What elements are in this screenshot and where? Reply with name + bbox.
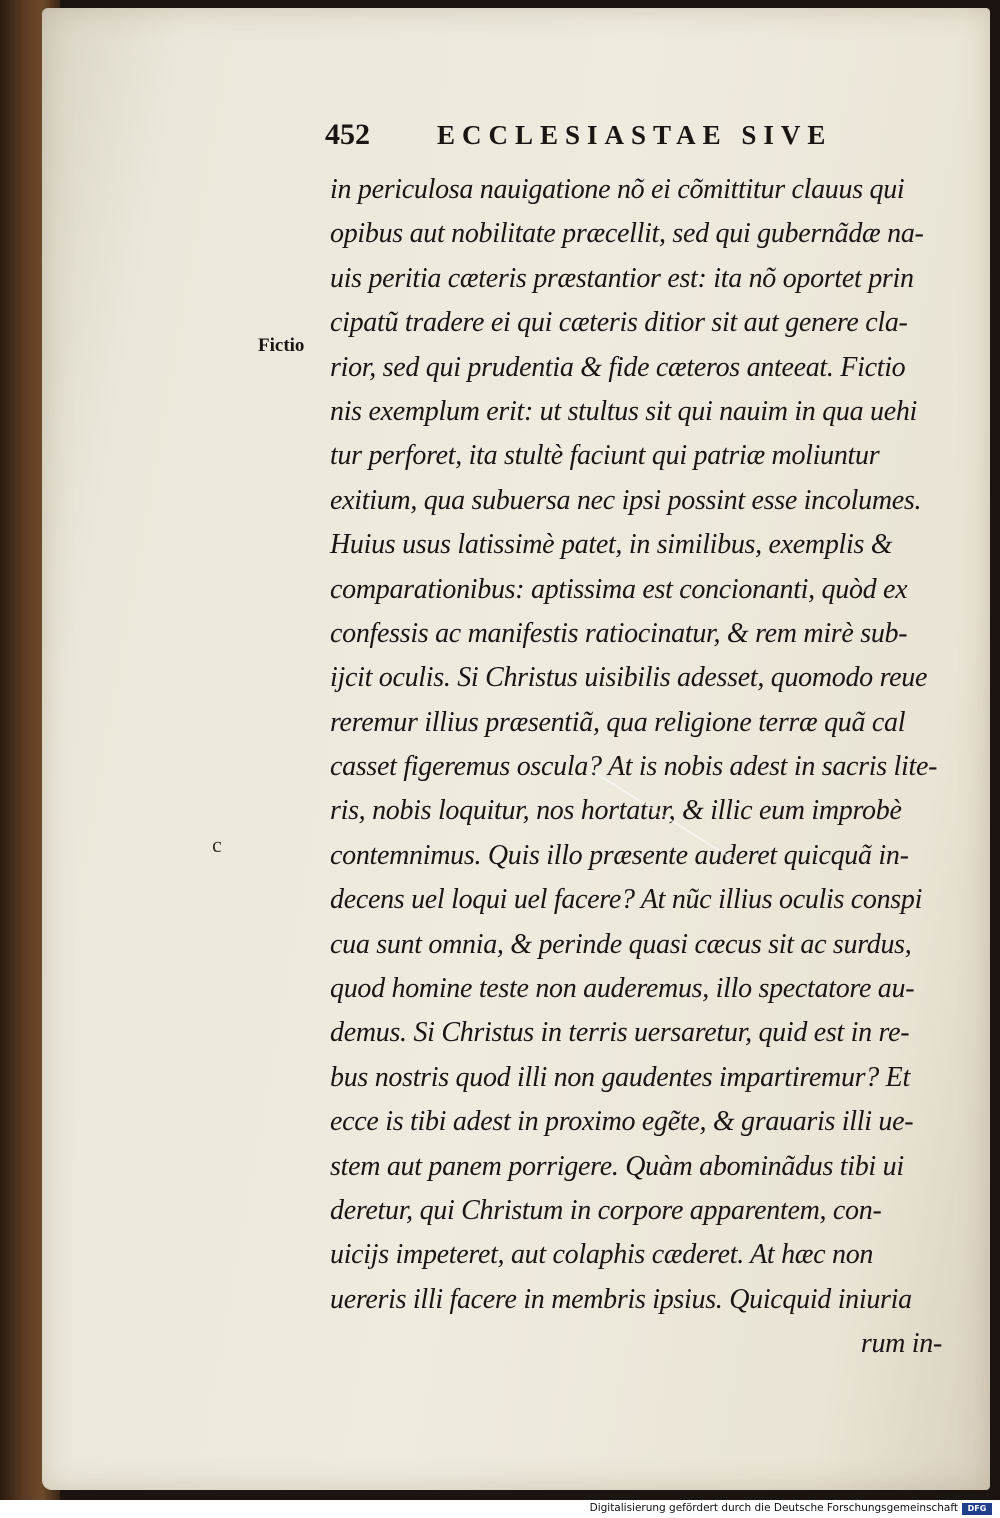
digitization-footer bbox=[0, 1500, 1000, 1518]
text-line: ris, nobis loquitur, nos hortatur, & illic eum improbè bbox=[330, 795, 902, 827]
text-line: uicijs impeteret, aut colaphis cæderet. At hæc non bbox=[330, 1239, 874, 1271]
text-line: stem aut panem porrigere. Quàm abominãdus tibi ui bbox=[330, 1150, 904, 1182]
text-line: demus. Si Christus in terris uersaretur, quid est in re- bbox=[330, 1017, 910, 1049]
catchword-line: rum in- bbox=[860, 1328, 942, 1360]
text-line: opibus aut nobilitate præcellit, sed qui gubernãdæ na- bbox=[330, 218, 924, 250]
running-title: ECCLESIASTAE SIVE bbox=[437, 120, 833, 150]
text-line: contemnimus. Quis illo præsente auderet quicquã in- bbox=[330, 839, 909, 871]
margin-note: Fictio bbox=[258, 335, 305, 356]
text-line: reremur illius præsentiã, qua religione terræ quã cal bbox=[330, 706, 906, 738]
body-text bbox=[330, 168, 970, 1367]
page-header bbox=[325, 118, 965, 160]
text-line: tur perforet, ita stultè faciunt qui patriæ moliuntur bbox=[330, 440, 880, 472]
text-line: deretur, qui Christum in corpore apparentem, con- bbox=[330, 1194, 882, 1226]
text-line: Huius usus latissimè patet, in similibus, exemplis & bbox=[330, 529, 893, 561]
funding-credit: Digitalisierung gefördert durch die Deutsche Forschungsgemeinschaft bbox=[589, 1502, 958, 1514]
text-line: rior, sed qui prudentia & fide cæteros anteeat. Fictio bbox=[330, 351, 906, 383]
text-line: confessis ac manifestis ratiocinatur, & rem mirè sub- bbox=[330, 617, 908, 649]
text-line: nis exemplum erit: ut stultus sit qui nauim in qua uehi bbox=[330, 395, 918, 427]
text-line: exitium, qua subuersa nec ipsi possint esse incolumes. bbox=[330, 484, 922, 516]
text-line: comparationibus: aptissima est concionanti, quòd ex bbox=[330, 573, 908, 605]
text-line: decens uel loqui uel facere? At nũc illius oculis conspi bbox=[330, 884, 923, 916]
text-line: ijcit oculis. Si Christus uisibilis adesset, quomodo reue bbox=[330, 662, 928, 694]
text-line: casset figeremus oscula? At is nobis adest in sacris lite- bbox=[330, 751, 938, 783]
text-line: in periculosa nauigatione nõ ei cõmittitur clauus qui bbox=[330, 174, 905, 205]
dfg-logo-icon: DFG bbox=[962, 1503, 992, 1515]
text-line: uereris illi facere in membris ipsius. Quicquid iniuria bbox=[330, 1283, 912, 1315]
text-line: bus nostris quod illi non gaudentes impartiremur? Et bbox=[330, 1061, 910, 1093]
page-number: 452 bbox=[325, 118, 370, 151]
text-line: cipatũ tradere ei qui cæteris ditior sit aut genere cla- bbox=[330, 307, 908, 339]
text-line: uis peritia cæteris præstantior est: ita nõ oportet prin bbox=[330, 262, 914, 294]
text-line: cua sunt omnia, & perinde quasi cæcus sit ac surdus, bbox=[330, 928, 912, 960]
text-line: quod homine teste non auderemus, illo spectatore au- bbox=[330, 973, 915, 1005]
text-line: ecce is tibi adest in proximo egẽte, & grauaris illi ue- bbox=[330, 1106, 914, 1138]
margin-mark: c bbox=[212, 832, 222, 857]
